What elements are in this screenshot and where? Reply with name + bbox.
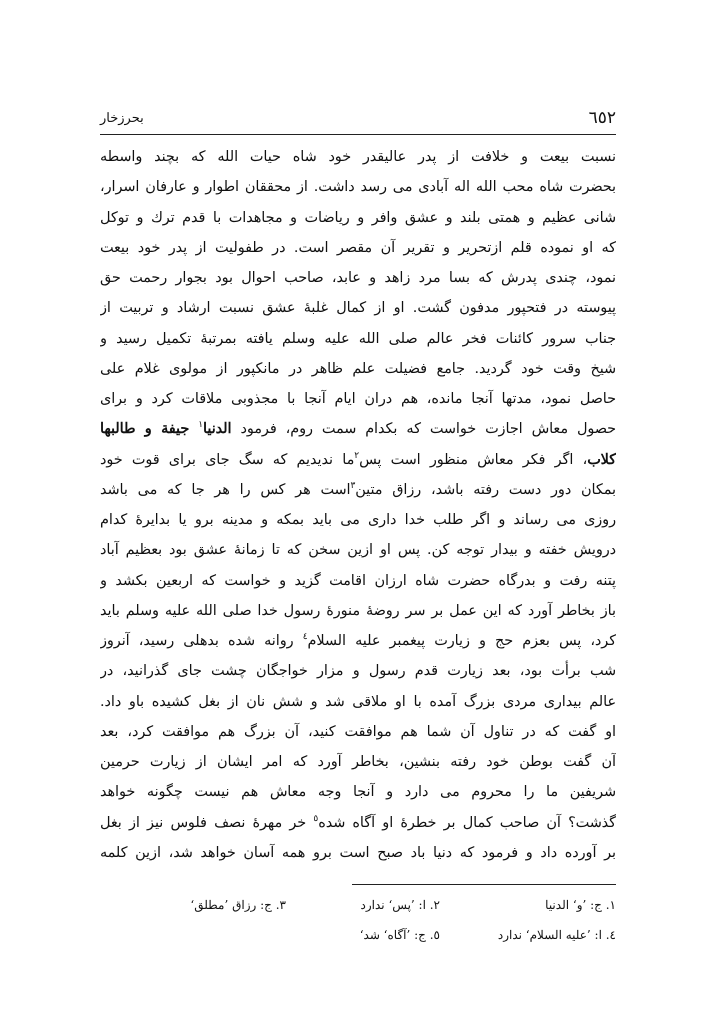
text-run: آن گفت بوطن خود رفته بنشین، بخاطر آورد كه امر ایشان از زیارت حرمین bbox=[100, 754, 616, 770]
text-run: است هر كس را هر جا كه می باشد bbox=[100, 481, 351, 498]
text-line bbox=[100, 747, 616, 777]
text-line bbox=[100, 505, 616, 535]
footnotes bbox=[100, 890, 616, 950]
text-line bbox=[100, 445, 616, 475]
text-run: حاصل نمود، مدتها آنجا مانده، هم دران ایام آنجا با مجذوبی ملاقات كرد و برای bbox=[100, 391, 616, 407]
text-run: شریفین ما را محروم می دارد و آنجا وجه معاش هم نیست چگونه خواهد bbox=[100, 784, 616, 801]
page-header bbox=[100, 108, 616, 130]
text-run: جناب سرور كائنات فخر عالم صلى الله عليه وسلم یافته بمرتبهٔ تکمیل رسید و bbox=[100, 330, 616, 347]
text-run: نمود، چندی پدرش كه بسا مرد زاهد و عابد، صاحب احوال بود بجوار رحمت حق bbox=[100, 270, 616, 286]
text-run: ما ندیدیم كه سگ جای برای قوت خود bbox=[100, 451, 355, 468]
text-run: كرد، پس بعزم حج و زیارت پیغمبر علیه السلام bbox=[307, 633, 616, 649]
footnote-3: ٣. ج: رزاق ’مطلق‘ bbox=[190, 898, 286, 912]
text-run: پتنه رفت و بدرگاه حضرت شاه ارزان اقامت گزید و خواست كه اربعین بكشد و bbox=[100, 572, 616, 589]
footnote-marker: ١ bbox=[198, 420, 204, 431]
text-run: پیوسته در فتحپور مدفون گشت. او از كمال غلبهٔ عشق نسبت ارشاد و تربیت از bbox=[100, 300, 616, 317]
text-line bbox=[100, 626, 616, 656]
text-line bbox=[100, 142, 616, 172]
text-line bbox=[100, 414, 616, 444]
footnote-1: ١. ج: ’و‘ الدنیا bbox=[545, 898, 616, 912]
running-title: بحرزخار bbox=[100, 111, 144, 126]
footnote-marker: ٣ bbox=[350, 480, 356, 491]
footnote-5: ٥. ج: ’آگاه‘ شد‘ bbox=[359, 928, 440, 942]
text-line bbox=[100, 717, 616, 747]
footnote-marker: ٤ bbox=[302, 632, 308, 643]
footnote-4: ٤. ا: ’علیه السلام‘ ندارد bbox=[497, 928, 616, 942]
text-line bbox=[100, 535, 616, 565]
text-line bbox=[100, 293, 616, 323]
text-line bbox=[100, 172, 616, 202]
text-run bbox=[189, 421, 198, 437]
text-run: ، اگر فكر معاش منظور است پس bbox=[359, 451, 588, 468]
footnote-2: ٢. ا: ’پس‘ ندارد bbox=[360, 898, 440, 912]
text-run: بر آورده داد و فرمود كه دنیا باد صبح است برو همه آسان خواهد شد، ازین كلمه bbox=[100, 844, 616, 861]
text-run: او گفت كه در تناول آن شما هم موافقت كنید، آن بزرگ هم موافقت كرد، بعد bbox=[100, 723, 616, 740]
footnote-marker: ٢ bbox=[354, 450, 360, 461]
text-line bbox=[100, 808, 616, 838]
text-run: شب برأت بود، بعد زیارت قدم رسول و مزار خواجگان چشت جای گذرانید، در bbox=[100, 663, 616, 680]
text-line bbox=[100, 656, 616, 686]
text-line bbox=[100, 596, 616, 626]
bold-text: جیفة و طالبها bbox=[100, 421, 190, 438]
page-number: ٦٥٢ bbox=[588, 108, 616, 128]
text-line bbox=[100, 838, 616, 868]
text-run: باز بخاطر آورد كه این عمل بر سر روضهٔ منورهٔ رسول خدا صلى الله عليه وسلم باید bbox=[100, 602, 616, 619]
text-line bbox=[100, 263, 616, 293]
body-text bbox=[100, 142, 616, 868]
text-run: شیخ وقت خود گردید. جامع فضیلت علم ظاهر در مانكپور از مولوی غلام علی bbox=[100, 360, 616, 377]
text-line bbox=[100, 777, 616, 807]
bold-text: كلاب bbox=[587, 451, 616, 468]
bold-text: الدنیا bbox=[203, 421, 232, 438]
text-run: روزی می رساند و اگر طلب خدا داری می باید بمكه و مدینه برو یا بدایرهٔ كدام bbox=[100, 512, 616, 528]
text-run: كه او نموده قلم ازتحریر و تقریر آن مقصر است. در طفولیت از پدر خود بیعت bbox=[100, 239, 616, 256]
text-run: درویش خفته و بیدار توجه كن. پس او ازین سخن كه تا زمانهٔ عشق بود بعظیم آباد bbox=[100, 542, 616, 559]
text-run: بحضرت شاه محب الله اله آبادی می رسد داشت. از محققان اطوار و عارفان اسرار، bbox=[100, 179, 616, 196]
text-line bbox=[100, 566, 616, 596]
text-run: گذشت؟ آن صاحب كمال بر خطرهٔ او آگاه شده bbox=[318, 814, 616, 831]
text-line bbox=[100, 233, 616, 263]
footnote-row bbox=[100, 890, 616, 920]
text-line bbox=[100, 475, 616, 505]
text-run: حصول معاش اجازت خواست كه بكدام سمت روم، فرمود bbox=[231, 421, 616, 438]
text-run: نسبت بیعت و خلافت از پدر عالیقدر خود شاه حیات الله که بچند واسطه bbox=[100, 149, 616, 165]
header-rule bbox=[100, 134, 616, 135]
text-line bbox=[100, 384, 616, 414]
text-run: عالم بیداری مردی بزرگ آمده با او ملاقی شد و شش نان از بغل كشیده باو داد. bbox=[100, 693, 616, 710]
footnote-rule bbox=[352, 884, 616, 885]
text-run: شانی عظیم و همتی بلند و عشق وافر و ریاضات و مجاهدات با قدم ترك و توكل bbox=[100, 209, 616, 226]
text-line bbox=[100, 324, 616, 354]
text-line bbox=[100, 354, 616, 384]
footnote-row bbox=[100, 920, 616, 950]
text-run: بمكان دور دست رفته باشد، رزاق متین bbox=[355, 481, 616, 498]
text-line bbox=[100, 687, 616, 717]
text-line bbox=[100, 203, 616, 233]
text-run: خر مهرهٔ نصف فلوس نیز از بغل bbox=[100, 814, 314, 831]
text-run: روانه شده بدهلی رسید، آنروز bbox=[100, 633, 303, 649]
footnote-marker: ٥ bbox=[313, 813, 319, 824]
